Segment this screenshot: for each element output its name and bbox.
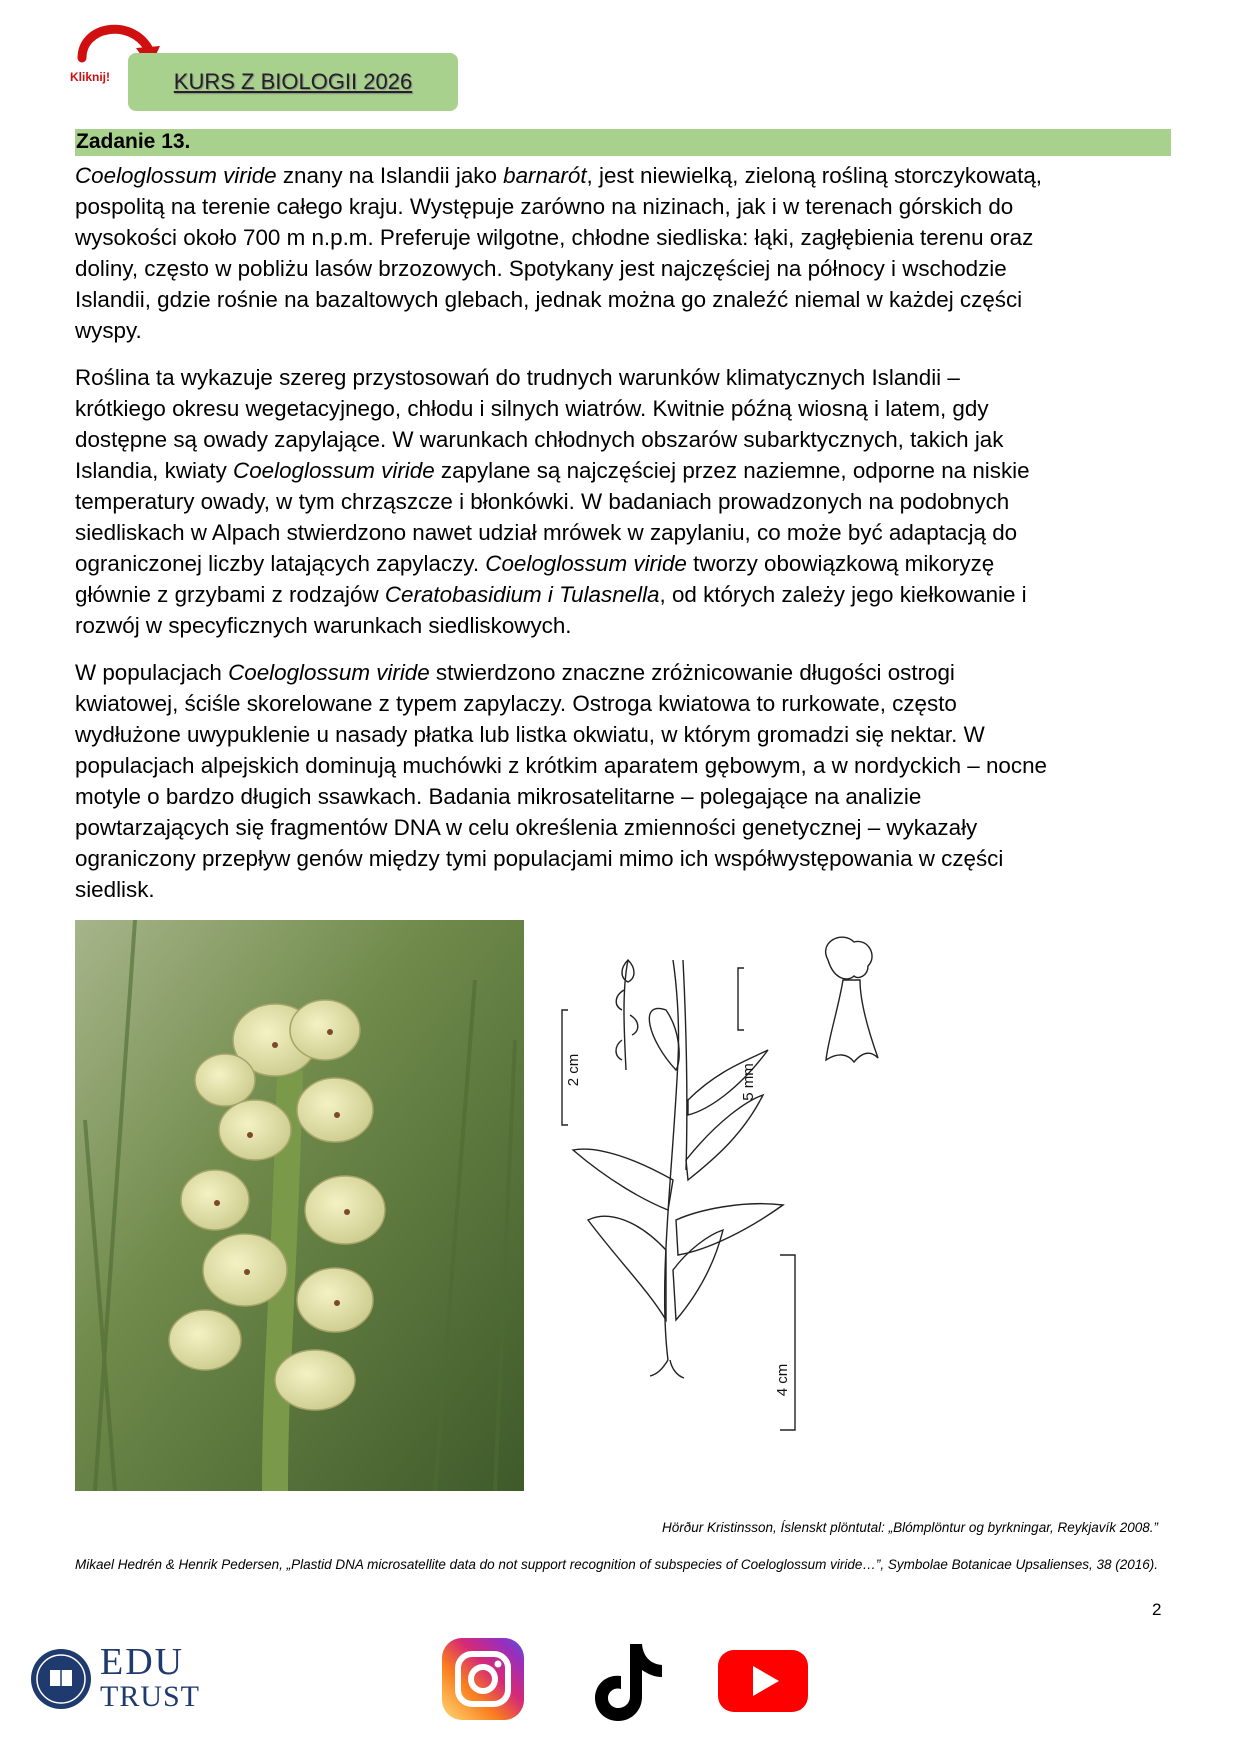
task-text (75, 160, 1175, 921)
scale-label-4cm: 4 cm (774, 1363, 791, 1397)
logo-text-edu: EDU (100, 1641, 185, 1683)
text-run: siedliskach w Alpach stwierdzono nawet udział mrówek w zapylaniu, co może być adaptacją do (75, 520, 1018, 545)
text-run: doliny, często w pobliżu lasów brzozowych. Spotykany jest najczęściej na północy i wschodzie (75, 256, 1007, 281)
source-caption: Mikael Hedrén & Henrik Pedersen, „Plastid DNA microsatellite data do not support recognition of subspecies of Coeloglossum viride…”, Symbolae Botanicae Upsalienses, 38 (2016). (75, 1557, 1159, 1572)
paragraph-1 (75, 160, 1175, 346)
text-line (75, 253, 1175, 284)
text-line (75, 812, 1175, 843)
text-run: motyle o bardzo długich ssawkach. Badania mikrosatelitarne – polegające na analizie (75, 784, 922, 809)
italic-term: Coeloglossum viride (75, 163, 277, 188)
text-line (75, 688, 1175, 719)
text-run: W populacjach (75, 660, 229, 685)
italic-term: Coeloglossum viride (228, 660, 430, 685)
text-line (75, 610, 1175, 641)
italic-term: Coeloglossum viride (485, 551, 687, 576)
text-run: krótkiego okresu wegetacyjnego, chłodu i silnych wiatrów. Kwitnie późną wiosną i latem, gdy (75, 396, 989, 421)
click-label[interactable]: Kliknij! (70, 70, 111, 84)
text-run: wydłużone uwypuklenie u nasady płatka lub listka okwiatu, w którym gromadzi się nektar. W (75, 722, 985, 747)
text-line (75, 781, 1175, 812)
instagram-icon[interactable] (440, 1636, 526, 1722)
text-run: głównie z grzybami z rodzajów (75, 582, 385, 607)
course-banner[interactable] (128, 53, 458, 111)
crest-icon (28, 1644, 94, 1714)
italic-term: Ceratobasidium i Tulasnella (384, 582, 660, 607)
page-number: 2 (1152, 1600, 1162, 1619)
edu-trust-logo[interactable] (28, 1640, 208, 1720)
text-line (75, 874, 1175, 905)
text-run: wyspy. (75, 318, 142, 343)
youtube-icon[interactable] (716, 1648, 810, 1714)
text-line (75, 191, 1175, 222)
text-run: tworzy obowiązkową mikoryzę (686, 551, 995, 576)
text-run: zapylane są najczęściej przez naziemne, odporne na niskie (434, 458, 1030, 483)
text-line (75, 455, 1175, 486)
text-run: , jest niewielką, zieloną rośliną storczykowatą, (586, 163, 1043, 188)
text-line (75, 719, 1175, 750)
course-title-link[interactable]: KURS Z BIOLOGII 2026 (173, 69, 413, 94)
text-line (75, 160, 1175, 191)
text-run: Islandia, kwiaty (75, 458, 234, 483)
text-line (75, 486, 1175, 517)
text-line (75, 843, 1175, 874)
text-line (75, 284, 1175, 315)
text-run: kwiatowej, ściśle skorelowane z typem zapylaczy. Ostroga kwiatowa to rurkowate, często (75, 691, 957, 716)
text-run: pospolitą na terenie całego kraju. Występuje zarówno na nizinach, jak i w terenach górskich do (75, 194, 1014, 219)
text-run: rozwój w specyficznych warunkach siedliskowych. (75, 613, 572, 638)
orchid-photo (75, 920, 524, 1491)
text-run: siedlisk. (75, 877, 155, 902)
task-title: Zadanie 13. (76, 130, 191, 153)
text-run: Roślina ta wykazuje szereg przystosowań do trudnych warunków klimatycznych Islandii – (75, 365, 960, 390)
text-run: znany na Islandii jako (276, 163, 504, 188)
text-run: ograniczonej liczby latających zapylaczy. (75, 551, 486, 576)
text-line (75, 657, 1175, 688)
illustration-caption: Hörður Kristinsson, Íslenskt plöntutal: „Blómplöntur og byrkningar, Reykjavík 2008.” (662, 1520, 1158, 1535)
scale-label-2cm: 2 cm (565, 1053, 582, 1087)
text-line (75, 548, 1175, 579)
text-run: ograniczony przepływ genów między tymi populacjami mimo ich współwystępowania w części (75, 846, 1004, 871)
tiktok-icon[interactable] (590, 1640, 666, 1724)
text-run: powtarzających się fragmentów DNA w celu określenia zmienności genetycznej – wykazały (75, 815, 978, 840)
text-run: wysokości około 700 m n.p.m. Preferuje wilgotne, chłodne siedliska: łąki, zagłębienia terenu oraz (75, 225, 1034, 250)
italic-term: Coeloglossum viride (233, 458, 435, 483)
text-run: Islandii, gdzie rośnie na bazaltowych glebach, jednak można go znaleźć niemal w każdej części (75, 287, 1023, 312)
text-run: temperatury owady, w tym chrząszcze i błonkówki. W badaniach prowadzonych na podobnych (75, 489, 1010, 514)
text-line (75, 393, 1175, 424)
task-heading-bar (75, 129, 1171, 156)
paragraph-3 (75, 657, 1175, 905)
italic-term: barnarót (503, 163, 587, 188)
paragraph-2 (75, 362, 1175, 641)
botanical-drawing (548, 920, 948, 1480)
text-line (75, 315, 1175, 346)
text-line (75, 579, 1175, 610)
text-line (75, 517, 1175, 548)
text-run: stwierdzono znaczne zróżnicowanie długości ostrogi (429, 660, 955, 685)
scale-label-5mm: 5 mm (740, 1063, 757, 1101)
text-line (75, 750, 1175, 781)
text-run: , od których zależy jego kiełkowanie i (659, 582, 1027, 607)
logo-text-trust: TRUST (100, 1680, 201, 1713)
text-run: populacjach alpejskich dominują muchówki z krótkim aparatem gębowym, a w nordyckich – nocne (75, 753, 1047, 778)
text-run: dostępne są owady zapylające. W warunkach chłodnych obszarów subarktycznych, takich jak (75, 427, 1004, 452)
text-line (75, 424, 1175, 455)
text-line (75, 362, 1175, 393)
text-line (75, 222, 1175, 253)
